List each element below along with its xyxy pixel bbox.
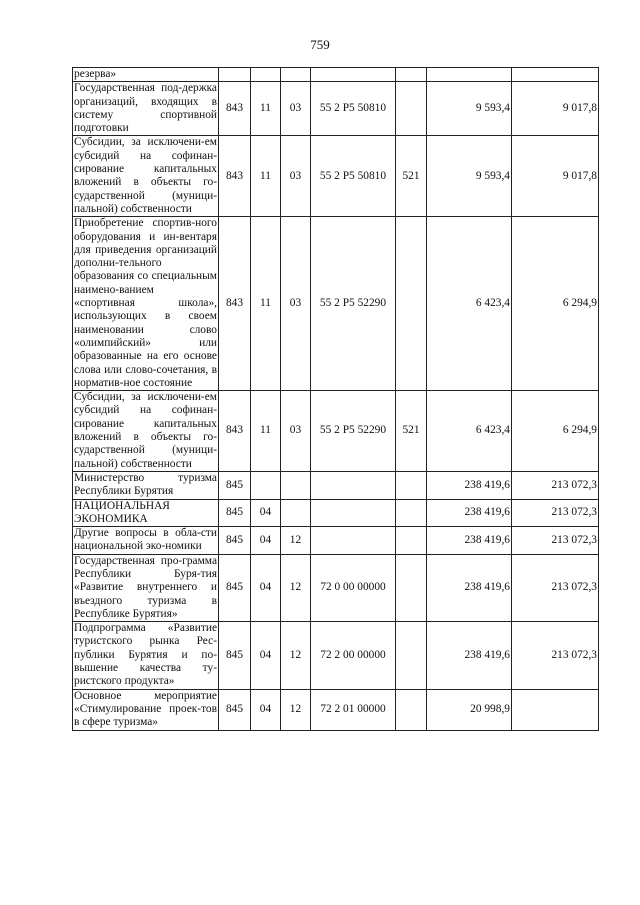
section-code-cell: 11 <box>251 136 281 217</box>
subsection-code-cell <box>281 471 311 499</box>
row-name-cell: Государственная про-грамма Республики Буря-тия «Развитие внутреннего и въездного туризма в Республике Бурятия» <box>74 554 217 620</box>
target-article-cell <box>311 471 396 499</box>
row-name-cell: Субсидии, за исключени-ем субсидий на софинан-сирование капитальных вложений в объекты го-сударственной (муници-пальной) собственности <box>74 391 217 470</box>
sum-year2-cell <box>512 68 599 82</box>
ministry-code-cell: 845 <box>219 499 251 527</box>
sum-year2-cell: 9 017,8 <box>512 82 599 136</box>
sum-year2-cell: 213 072,3 <box>512 471 599 499</box>
section-code-cell: 04 <box>251 499 281 527</box>
expense-type-cell <box>396 554 427 621</box>
expense-type-cell <box>396 527 427 555</box>
sum-year1-cell: 9 593,4 <box>427 82 512 136</box>
sum-year1-cell: 238 419,6 <box>427 471 512 499</box>
section-code-cell <box>251 471 281 499</box>
row-name-cell: НАЦИОНАЛЬНАЯ ЭКОНОМИКА <box>73 499 219 527</box>
page-number: 759 <box>310 37 330 52</box>
row-name-cell: Другие вопросы в обла-сти национальной эко-номики <box>74 527 217 553</box>
target-article-cell: 55 2 P5 52290 <box>311 391 396 472</box>
sum-year2-cell: 213 072,3 <box>512 527 599 555</box>
table-row <box>73 527 599 555</box>
table-row <box>73 68 599 82</box>
target-article-cell: 72 0 00 00000 <box>311 554 396 621</box>
sum-year1-cell: 6 423,4 <box>427 217 512 391</box>
expense-type-cell <box>396 471 427 499</box>
section-code-cell: 11 <box>251 82 281 136</box>
section-code-cell: 04 <box>251 527 281 555</box>
table-row <box>73 82 599 136</box>
expense-type-cell <box>396 217 427 391</box>
target-article-cell: 55 2 P5 50810 <box>311 136 396 217</box>
section-code-cell <box>251 68 281 82</box>
target-article-cell <box>311 527 396 555</box>
target-article-cell: 72 2 00 00000 <box>311 622 396 689</box>
sum-year2-cell: 9 017,8 <box>512 136 599 217</box>
expense-type-cell <box>396 82 427 136</box>
expense-type-cell <box>396 622 427 689</box>
subsection-code-cell: 03 <box>281 82 311 136</box>
sum-year2-cell: 213 072,3 <box>512 554 599 621</box>
target-article-cell <box>311 68 396 82</box>
target-article-cell: 55 2 P5 52290 <box>311 217 396 391</box>
table-row <box>73 471 599 499</box>
sum-year1-cell: 238 419,6 <box>427 554 512 621</box>
ministry-code-cell: 843 <box>219 82 251 136</box>
row-name-cell: резерва» <box>73 68 219 82</box>
ministry-code-cell: 843 <box>219 217 251 391</box>
section-code-cell: 04 <box>251 622 281 689</box>
sum-year2-cell: 6 294,9 <box>512 217 599 391</box>
target-article-cell <box>311 499 396 527</box>
expense-type-cell <box>396 68 427 82</box>
expense-type-cell <box>396 689 427 730</box>
budget-table-body <box>73 68 599 731</box>
row-name-cell: Субсидии, за исключени-ем субсидий на софинан-сирование капитальных вложений в объекты го-сударственной (муници-пальной) собственности <box>74 136 217 215</box>
section-code-cell: 04 <box>251 689 281 730</box>
subsection-code-cell: 12 <box>281 554 311 621</box>
ministry-code-cell: 845 <box>219 622 251 689</box>
row-name-cell: Приобретение спортив-ного оборудования и ин-вентаря для приведения организаций дополни-тельного образования со специальным наимено-ванием «спортивная школа», использующих в своем наименовании слово «олимпийский» или образованные на его основе слова или слово-сочетания, в норматив-ное состояние <box>74 217 217 389</box>
subsection-code-cell: 03 <box>281 217 311 391</box>
sum-year1-cell: 6 423,4 <box>427 391 512 472</box>
sum-year2-cell: 213 072,3 <box>512 499 599 527</box>
ministry-code-cell <box>219 68 251 82</box>
target-article-cell: 55 2 P5 50810 <box>311 82 396 136</box>
sum-year1-cell: 238 419,6 <box>427 527 512 555</box>
table-row <box>73 217 599 391</box>
target-article-cell: 72 2 01 00000 <box>311 689 396 730</box>
sum-year1-cell: 238 419,6 <box>427 622 512 689</box>
row-name-cell: Подпрограмма «Развитие туристского рынка Рес-публики Бурятия и по-вышение качества ту-ристского продукта» <box>74 622 217 688</box>
table-row <box>73 622 599 689</box>
sum-year2-cell: 213 072,3 <box>512 622 599 689</box>
table-row <box>73 689 599 730</box>
sum-year1-cell: 9 593,4 <box>427 136 512 217</box>
sum-year2-cell <box>512 689 599 730</box>
table-row <box>73 499 599 527</box>
ministry-code-cell: 845 <box>219 554 251 621</box>
expense-type-cell: 521 <box>396 136 427 217</box>
budget-table <box>72 67 599 731</box>
row-name-cell: Государственная под-держка организаций, входящих в систему спортивной подготовки <box>74 82 217 135</box>
subsection-code-cell: 12 <box>281 622 311 689</box>
sum-year2-cell: 6 294,9 <box>512 391 599 472</box>
row-name-cell: Министерство туризма Республики Бурятия <box>74 471 217 498</box>
section-code-cell: 04 <box>251 554 281 621</box>
subsection-code-cell: 12 <box>281 689 311 730</box>
ministry-code-cell: 843 <box>219 391 251 472</box>
expense-type-cell <box>396 499 427 527</box>
sum-year1-cell: 20 998,9 <box>427 689 512 730</box>
table-row <box>73 136 599 217</box>
ministry-code-cell: 845 <box>219 471 251 499</box>
subsection-code-cell: 03 <box>281 391 311 472</box>
table-row <box>73 391 599 472</box>
ministry-code-cell: 843 <box>219 136 251 217</box>
section-code-cell: 11 <box>251 391 281 472</box>
expense-type-cell: 521 <box>396 391 427 472</box>
subsection-code-cell: 03 <box>281 136 311 217</box>
subsection-code-cell <box>281 499 311 527</box>
table-row <box>73 554 599 621</box>
section-code-cell: 11 <box>251 217 281 391</box>
subsection-code-cell <box>281 68 311 82</box>
sum-year1-cell <box>427 68 512 82</box>
subsection-code-cell: 12 <box>281 527 311 555</box>
ministry-code-cell: 845 <box>219 527 251 555</box>
row-name-cell: Основное мероприятие «Стимулирование проек-тов в сфере туризма» <box>74 689 217 729</box>
ministry-code-cell: 845 <box>219 689 251 730</box>
sum-year1-cell: 238 419,6 <box>427 499 512 527</box>
